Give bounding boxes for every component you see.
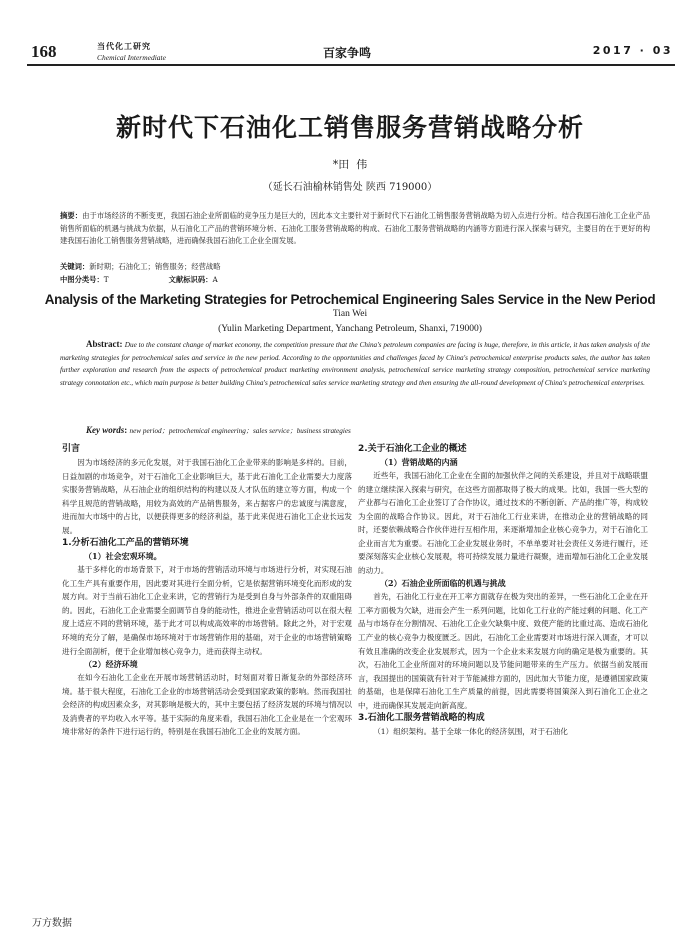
abstract-en-text: Due to the constant change of market economy, the competition pressure that the China's petroleum companies are facing is huge, therefore, in this article, it has taken analysis of the marketing strategies for petrochemical sales and service in the new period. According to the opportunities and challenges faced by China's petrochemical enterprise products sales, the author has taken further exploration and research from the aspects of petrochemical product marketing environment analysis, petrochemical service marketing strategy composition, petrochemical service marketing strategy connotation etc., which main purpose is better building China's petrochemical sales service marketing strategy and then ensuring the all-round development of China's petrochemical enterprises.	[60, 341, 651, 387]
section-1-paragraph-1: 基于多样化的市场背景下，对于市场的营销活动环境与市场进行分析，对实现石油化工生产具有重要作用，因此要对其进行全面分析，它是依据营销环境变化而形成的发展方向。对于当前石油化工企业来讲，它的营销行为是受到自身与外部条件的双重阻碍的。因此，石油化工企业需要全面调节自身的能动性，推进企业营销活动可以在很大程度上适应不同的营销环境，基于此才可以构成高效率的市场营销。除此之外，对于宏观环境的充分了解，是确保市场环境对于市场营销作用的基础，对于企业的市场营销策略进行全面剖析，便于企业增加核心竞争力，进而获得主动权。	[62, 565, 352, 656]
article-title-cn: 新时代下石油化工销售服务营销战略分析	[115, 113, 584, 142]
intro-paragraph: 因为市场经济的多元化发展，对于我国石油化工企业带来的影响是多样的。目前，日益加剧的市场竞争，对于石油化工企业影响巨大，基于此石油化工企业需要大力度落实服务营销战略，从石油企业的组织结构的构建以及人才队伍的建立等方面，构成一个科学且规范的营销战略，用较为高效的产品销售服务，来占据客户的忠诚度与满意度，进而加大市场中的占比，以便获得更多的经济利益，基于此来促进石油化工企业长远发展。	[62, 458, 352, 535]
page-header	[27, 40, 675, 66]
classification-line	[60, 275, 218, 285]
section-3-paragraph-1: （1）组织架构。基于全球一体化的经济氛围，对于石油化	[373, 727, 568, 737]
section-2-subheading-1: （1）营销战略的内涵	[380, 457, 458, 467]
body-column-right	[358, 443, 648, 739]
journal-name	[97, 41, 166, 62]
section-1-heading: 1.分析石油化工产品的营销环境	[62, 538, 189, 549]
intro-heading: 引言	[62, 444, 81, 454]
keywords-en-text: new period；petrochemical engineering；sales service；business strategies	[129, 427, 351, 435]
keywords-en-label: Key words	[86, 425, 125, 435]
section-1-paragraph-2: 在如今石油化工企业在开展市场营销活动时，时刻面对着日渐复杂的外部经济环境。基于很大程度，石油化工企业的市场营销活动会受到国家政策的影响。然而我国社会经济的构成因素众多，对其影响是极大的，其中主要包括了经济发展的环境与情况以及消费者的平均收入水平等。基于实际的角度来看，我国石油化工企业是在一个宏观环境非常好的条件下进行运行的，特别是在我国石油化工企业的发展方面。	[62, 673, 352, 737]
abstract-cn	[60, 210, 650, 248]
abstract-en-label: Abstract	[86, 339, 120, 349]
journal-name-cn: 当代化工研究	[97, 42, 151, 51]
section-2-paragraph-1: 近些年，我国石油化工企业在全面的加强伙伴之间的关系建设，并且对于战略联盟的建立继续深入探索与研究，在这些方面都取得了极大的成果。比如，我国一些大型的产业都与石油化工企业签订了合作协议，通过技术的不断创新、产品的推广等，构成较为全面的战略合作协议。因此，对于石油化工行业来讲，在推动企业的营销战略的同时，还要依赖战略合作伙伴进行互相作用，来逐渐增加企业核心竞争力，对于石油化工企业而言尤为重要。石油化工企业发展业务时，不单单要对社会责任义务进行履行，还要深刻落实企业核心发展观，将可持续发展力量进行凝聚，进而增加石油化工企业发展的动力。	[358, 471, 648, 575]
page-number: 168	[31, 42, 57, 61]
abstract-en: Abstract: Due to the constant change of market economy, the competition pressure that the China's petroleum companies are facing is huge, therefore, in this article, it has taken analysis of the marketing strategies for petrochemical sales and service in the new period. According to the opportunities and challenges faced by China's petrochemical enterprise products sales, the author has taken further exploration and research from the aspects of petrochemical product marketing environment analysis, petrochemical service marketing strategy composition, petrochemical service marketing strategy connotation etc., which main purpose is better building China's petrochemical sales service marketing strategy and then ensuring the all-round development of China's petrochemical enterprises.	[60, 339, 651, 387]
section-1-subheading-1: （1）社会宏观环境。	[84, 551, 162, 562]
section-1-subheading-2: （2）经济环境	[84, 659, 138, 670]
author-en: Tian Wei	[332, 309, 368, 319]
section-3-heading: 3.石油化工服务营销战略的构成	[358, 713, 485, 724]
keywords-cn	[60, 262, 221, 272]
keywords-cn-label: 关键词：	[60, 262, 90, 271]
clc-value: T	[103, 275, 109, 284]
section-2-heading: 2.关于石油化工企业的概述	[358, 444, 467, 454]
keywords-en: Key words: new period；petrochemical engineering；sales service；business strategies	[86, 425, 351, 435]
affiliation-en: (Yulin Marketing Department, Yanchang Petroleum, Shanxi, 719000)	[218, 324, 482, 334]
footer-watermark: 万方数据	[32, 918, 72, 929]
header-rule	[27, 64, 675, 66]
section-name: 百家争鸣	[323, 46, 372, 60]
article-title-en: Analysis of the Marketing Strategies for Petrochemical Engineering Sales Service in the New Period	[44, 292, 656, 307]
author-cn: *田 伟	[332, 158, 368, 171]
abstract-cn-text: 由于市场经济的不断变更，我国石油企业所面临的竞争压力是巨大的，因此本文主要针对于新时代下石油化工销售服务营销战略为切入点进行分析。结合我国石油化工企业产品销售所面临的机遇与挑战为依据，从石油化工产品的营销环境分析、石油化工服务营销战略的构成、石油化工服务营销战略的内涵等方面进行深入探索与研究，主要目的在于更好的构建我国石油化工销售服务营销战略，进而确保我国石油化工企业全面发展。	[60, 211, 651, 245]
body-column-left	[62, 443, 352, 739]
keywords-cn-text: 新时期；石油化工；销售服务；经营战略	[89, 262, 221, 271]
abstract-cn-label: 摘要：	[60, 211, 83, 220]
doc-code-label: 文献标识码：	[168, 275, 213, 284]
section-2-subheading-2: （2）石油企业所面临的机遇与挑战	[380, 578, 506, 589]
clc-label: 中图分类号：	[60, 275, 104, 284]
affiliation-cn: （延长石油榆林销售处 陕西 719000）	[262, 182, 438, 193]
section-2-paragraph-2: 首先，石油化工行业在开工率方面就存在极为突出的差异，一些石油化工企业在开工率方面极为欠缺，进而会产生一系列问题，比如化工行业的产能过剩的问题、化工产品与市场存在分割情况、石油化工企业欠缺集中度、致使产能的比重过高、造成石油化工产业的核心竞争力极度匮乏。因此，石油化工企业需要对市场进行深入调查，才可以有效且准确的改变企业发展形式，因为一个企业未来发展方向的确定是极为重要的。其次，石油化工企业所面对的环境问题以及节能问题带来的生产压力。依据当前发展而言，我国提出的国策就有针对于节能减排方面的，因此加大节能力度，是遵循国家政策的基础，也是保障石油化工生产质量的前提，因此需要将国策深入到石油化工企业之中，进而确保其发展走向新高度。	[358, 592, 648, 710]
doc-code-value: A	[212, 275, 218, 284]
issue-label: 2017 · 03	[592, 44, 673, 57]
journal-name-en: Chemical Intermediate	[97, 53, 166, 62]
